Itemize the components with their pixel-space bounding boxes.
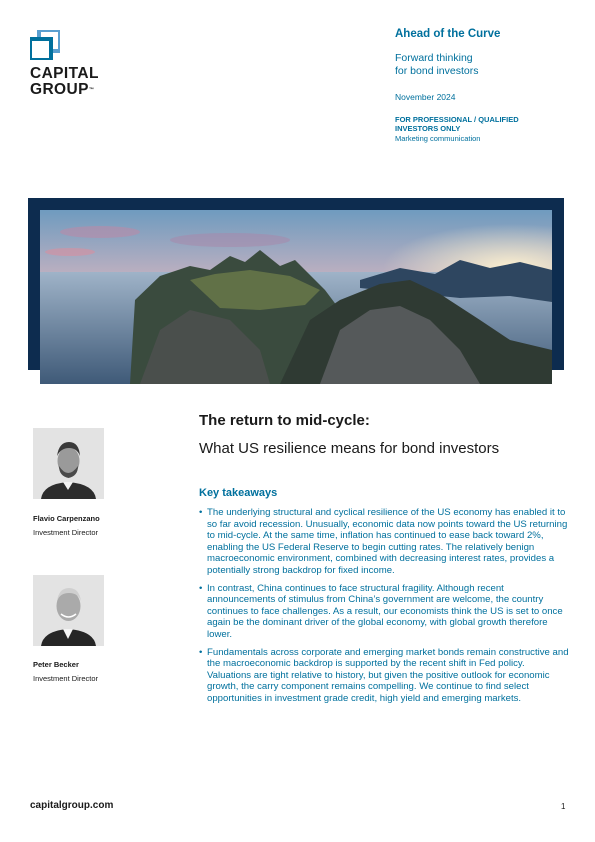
logo-line1: CAPITAL <box>30 65 99 82</box>
landscape-photo-icon <box>40 210 552 384</box>
author-photo-peter <box>33 575 104 646</box>
website-link[interactable]: capitalgroup.com <box>30 800 114 811</box>
tagline: Forward thinking for bond investors <box>395 52 479 77</box>
hero-landscape-photo <box>40 210 552 384</box>
person-photo-icon <box>33 575 104 646</box>
capital-group-logo-icon <box>30 30 60 60</box>
author-role: Investment Director <box>33 528 99 537</box>
audience-notice: FOR PROFESSIONAL / QUALIFIED INVESTORS ONLY <box>395 115 519 133</box>
capital-group-logo <box>30 30 140 100</box>
author-role: Investment Director <box>33 674 99 683</box>
key-takeaways-heading: Key takeaways <box>199 487 278 499</box>
document-header <box>395 28 575 143</box>
marketing-notice: Marketing communication <box>395 134 481 143</box>
logo-line2: GROUP™ <box>30 81 95 98</box>
series-title: Ahead of the Curve <box>395 28 501 40</box>
author-photo-flavio <box>33 428 104 499</box>
article-title: The return to mid-cycle: <box>199 412 370 429</box>
author-name: Flavio Carpenzano <box>33 514 100 523</box>
page-number: 1 <box>561 802 566 811</box>
publication-date: November 2024 <box>395 92 456 102</box>
list-item: • The underlying structural and cyclical resilience of the US economy has enabled it to so far avoid recession. Unusually, economic data now points toward the US returning to mid-cycle. At the same time, inflation has continued to ease back toward 2%, enabling the US Federal Reserve to begin cutting rates. The relatively benign macroeconomic environment, combined with decreasing interest rates, provides a potentially strong backdrop for fixed income. <box>199 507 571 577</box>
author-name: Peter Becker <box>33 660 79 669</box>
key-takeaways-list <box>199 507 571 711</box>
article-subtitle: What US resilience means for bond investors <box>199 440 500 457</box>
logo-wordmark <box>30 66 99 98</box>
list-item: • In contrast, China continues to face structural fragility. Although recent announcements of stimulus from China’s government are welcome, the country continues to face challenges. As a result, our economists think the US is set to once again be the dominant driver of the global economy, with global growth therefore lower. <box>199 583 571 641</box>
person-photo-icon <box>33 428 104 499</box>
list-item: • Fundamentals across corporate and emerging market bonds remain constructive and the macroeconomic backdrop is supported by the recent shift in Fed policy. Valuations are tight relative to history, but given the positive outlook for economic growth, the carry component remains compelling. We continue to find select opportunities in investment grade credit, high yield and emerging markets. <box>199 647 571 705</box>
